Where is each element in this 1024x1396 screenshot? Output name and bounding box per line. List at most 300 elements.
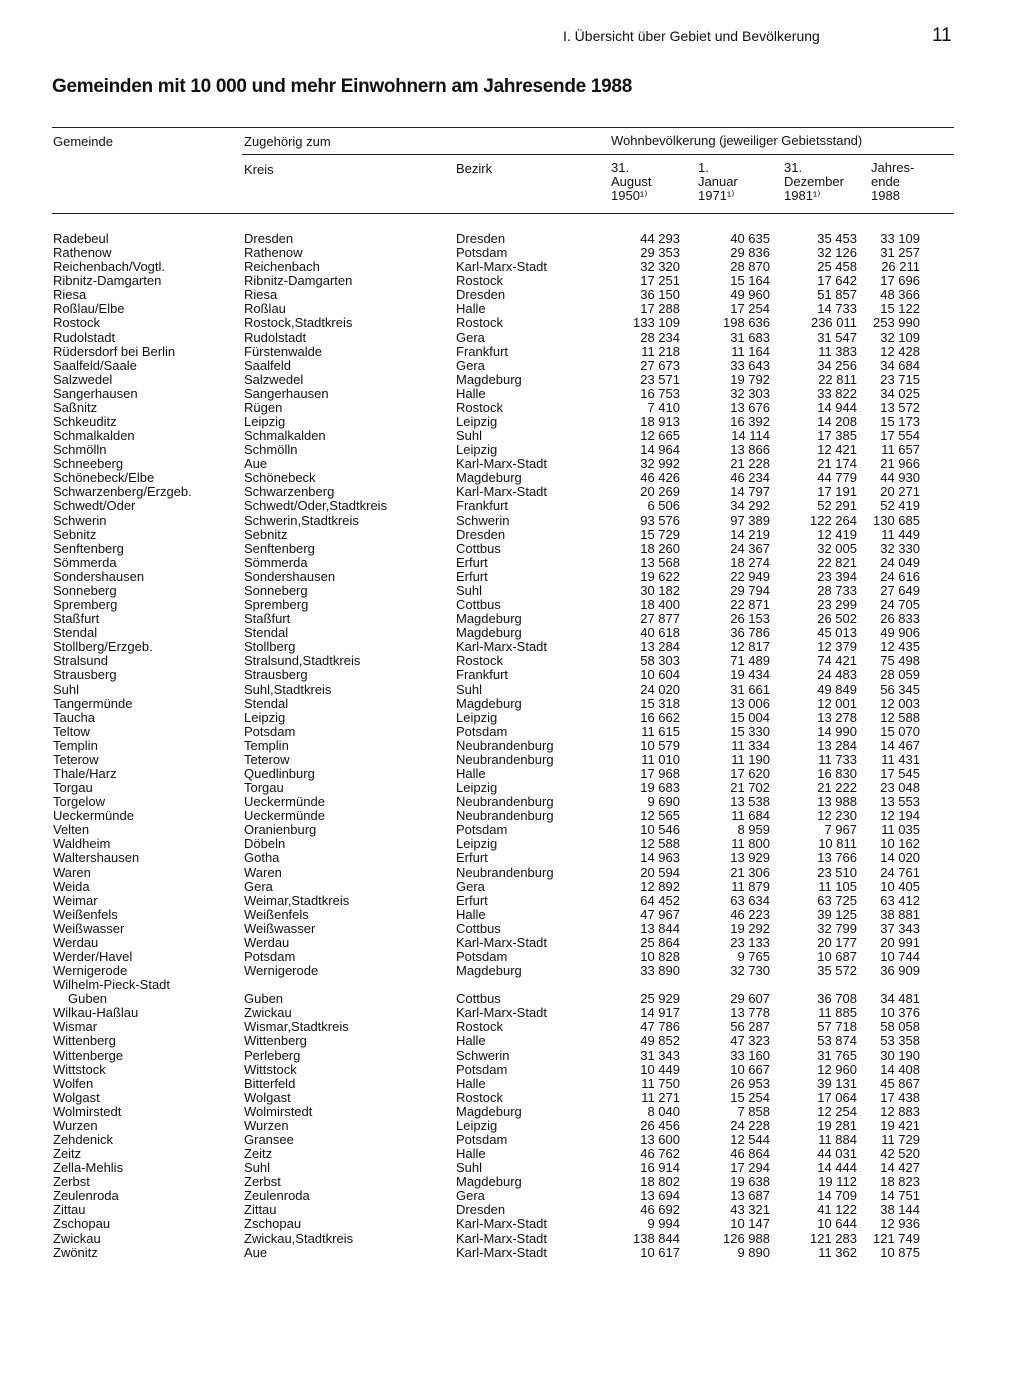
population-1988-cell: 12 194 — [880, 808, 920, 824]
gemeinde-cell: Teltow — [53, 723, 90, 739]
gemeinde-cell: Wittenberge — [53, 1047, 124, 1063]
gemeinde-cell: Teterow — [53, 751, 99, 767]
population-1971-cell: 13 778 — [730, 1005, 770, 1021]
gemeinde-cell: Schkeuditz — [53, 414, 117, 430]
kreis-cell: Zwickau,Stadtkreis — [244, 1230, 354, 1246]
kreis-cell: Gera — [244, 878, 273, 894]
gemeinde-cell: Wittstock — [53, 1061, 106, 1077]
population-1971-cell: 17 620 — [730, 765, 770, 781]
population-1971-cell: 49 960 — [730, 287, 770, 303]
population-1981-cell: 57 718 — [817, 1019, 857, 1035]
population-1988-cell: 12 588 — [880, 709, 920, 725]
population-1971-cell: 21 306 — [730, 864, 770, 880]
gemeinde-cell: Spremberg — [53, 597, 118, 613]
header-col-1988-line: Jahres- — [871, 160, 915, 175]
population-1971-cell: 22 871 — [730, 597, 770, 613]
table-row — [0, 683, 1024, 697]
population-1981-cell: 23 510 — [817, 864, 857, 880]
kreis-cell: Perleberg — [244, 1047, 301, 1063]
population-1981-cell: 11 383 — [818, 343, 857, 359]
kreis-cell: Aue — [244, 456, 268, 472]
bezirk-cell: Dresden — [456, 526, 506, 542]
table-row — [0, 246, 1024, 260]
kreis-cell: Guben — [244, 991, 284, 1007]
bezirk-cell: Karl-Marx-Stadt — [456, 639, 548, 655]
table-row — [0, 1077, 1024, 1091]
gemeinde-cell: Rostock — [53, 315, 100, 331]
gemeinde-cell: Saalfeld/Saale — [53, 357, 137, 373]
population-1981-cell: 122 264 — [810, 512, 857, 528]
population-1981-cell: 51 857 — [817, 287, 857, 303]
population-1950-cell: 14 917 — [640, 1005, 680, 1021]
population-1988-cell: 14 408 — [880, 1061, 920, 1077]
bezirk-cell: Rostock — [456, 315, 503, 331]
population-1988-cell: 23 048 — [880, 780, 920, 796]
table-row — [0, 1133, 1024, 1147]
kreis-cell: Suhl — [244, 1160, 271, 1176]
population-1950-cell: 46 426 — [640, 470, 680, 486]
kreis-cell: Teterow — [244, 751, 290, 767]
table-row — [0, 345, 1024, 359]
bezirk-cell: Potsdam — [456, 1061, 508, 1077]
gemeinde-cell: Sangerhausen — [53, 385, 138, 401]
population-1981-cell: 19 281 — [817, 1117, 857, 1133]
bezirk-cell: Magdeburg — [456, 1103, 522, 1119]
gemeinde-cell: Weida — [53, 878, 90, 894]
gemeinde-cell: Thale/Harz — [53, 765, 117, 781]
gemeinde-cell: Wolgast — [53, 1089, 100, 1105]
population-1981-cell: 13 278 — [817, 709, 857, 725]
header-bezirk: Bezirk — [456, 161, 493, 176]
population-1988-cell: 121 749 — [873, 1230, 920, 1246]
population-1988-cell: 11 449 — [881, 526, 920, 542]
kreis-cell: Stollberg — [244, 639, 296, 655]
population-1971-cell: 71 489 — [730, 653, 770, 669]
kreis-cell: Roßlau — [244, 301, 286, 317]
gemeinde-cell: Zittau — [53, 1202, 86, 1218]
population-1988-cell: 24 761 — [880, 864, 920, 880]
population-1988-cell: 75 498 — [880, 653, 920, 669]
population-1971-cell: 46 234 — [730, 470, 770, 486]
gemeinde-cell: Tangermünde — [53, 695, 133, 711]
population-1988-cell: 48 366 — [880, 287, 920, 303]
table-row — [0, 1049, 1024, 1063]
table-row — [0, 711, 1024, 725]
population-1981-cell: 14 444 — [817, 1160, 857, 1176]
population-1971-cell: 12 817 — [730, 639, 770, 655]
population-1950-cell: 18 802 — [640, 1174, 680, 1190]
population-1971-cell: 9 765 — [737, 948, 770, 964]
population-1988-cell: 33 109 — [880, 231, 920, 246]
kreis-cell: Potsdam — [244, 948, 296, 964]
gemeinde-cell: Waldheim — [53, 836, 111, 852]
population-1971-cell: 14 114 — [731, 428, 770, 444]
population-1988-cell: 10 162 — [880, 836, 920, 852]
gemeinde-cell: Taucha — [53, 709, 95, 725]
population-1981-cell: 11 105 — [818, 878, 857, 894]
population-1981-cell: 32 005 — [817, 540, 857, 556]
population-1971-cell: 13 687 — [730, 1188, 770, 1204]
kreis-cell: Sebnitz — [244, 526, 288, 542]
population-1988-cell: 52 419 — [880, 498, 920, 514]
population-1971-cell: 29 607 — [730, 991, 770, 1007]
kreis-cell: Zwickau — [244, 1005, 292, 1021]
population-1981-cell: 23 299 — [817, 597, 857, 613]
bezirk-cell: Karl-Marx-Stadt — [456, 456, 548, 472]
table-row — [0, 823, 1024, 837]
population-1971-cell: 18 274 — [730, 554, 770, 570]
gemeinde-cell: Werder/Havel — [53, 948, 133, 964]
population-1981-cell: 14 990 — [817, 723, 857, 739]
table-row — [0, 626, 1024, 640]
gemeinde-cell: Wolmirstedt — [53, 1103, 122, 1119]
population-1950-cell: 8 040 — [647, 1103, 680, 1119]
running-head: I. Übersicht über Gebiet und Bevölkerung — [563, 28, 820, 44]
table-row — [0, 1105, 1024, 1119]
population-1988-cell: 34 025 — [880, 385, 920, 401]
kreis-cell: Schönebeck — [244, 470, 316, 486]
population-1971-cell: 14 797 — [730, 484, 770, 500]
population-1971-cell: 32 730 — [730, 963, 770, 979]
gemeinde-cell: Sonneberg — [53, 582, 117, 598]
population-1950-cell: 12 892 — [640, 878, 680, 894]
population-1950-cell: 16 662 — [640, 709, 680, 725]
population-1971-cell: 15 254 — [730, 1089, 770, 1105]
population-1988-cell: 53 358 — [880, 1033, 920, 1049]
bezirk-cell: Neubrandenburg — [456, 864, 554, 880]
gemeinde-cell: Salzwedel — [53, 371, 113, 387]
header-col-1950-line: August — [611, 174, 652, 189]
population-1981-cell: 12 230 — [817, 808, 857, 824]
bezirk-cell: Neubrandenburg — [456, 751, 554, 767]
header-bottom-rule — [52, 213, 954, 214]
population-1988-cell: 24 049 — [880, 554, 920, 570]
population-1981-cell: 14 733 — [817, 301, 857, 317]
population-1981-cell: 17 385 — [817, 428, 857, 444]
population-1971-cell: 19 792 — [730, 371, 770, 387]
population-1950-cell: 32 992 — [640, 456, 680, 472]
population-1981-cell: 12 001 — [817, 695, 857, 711]
population-1981-cell: 10 811 — [818, 836, 857, 852]
population-1950-cell: 10 546 — [640, 822, 680, 838]
population-1981-cell: 14 208 — [817, 414, 857, 430]
population-1971-cell: 21 228 — [730, 456, 770, 472]
bezirk-cell: Halle — [456, 906, 486, 922]
population-1988-cell: 56 345 — [880, 681, 920, 697]
population-1950-cell: 133 109 — [633, 315, 680, 331]
population-1981-cell: 17 191 — [817, 484, 857, 500]
population-1950-cell: 17 251 — [640, 273, 680, 289]
population-1950-cell: 29 353 — [640, 245, 680, 261]
population-1971-cell: 19 292 — [730, 920, 770, 936]
population-1988-cell: 26 833 — [880, 611, 920, 627]
population-1988-cell: 58 058 — [880, 1019, 920, 1035]
population-1950-cell: 13 568 — [640, 554, 680, 570]
population-1988-cell: 13 572 — [880, 399, 920, 415]
table-row — [0, 795, 1024, 809]
population-1988-cell: 20 271 — [880, 484, 920, 500]
population-1988-cell: 14 467 — [880, 737, 920, 753]
population-1981-cell: 10 644 — [817, 1216, 857, 1232]
table-row — [0, 978, 1024, 992]
population-1971-cell: 36 786 — [730, 625, 770, 641]
gemeinde-cell: Schwedt/Oder — [53, 498, 136, 514]
bezirk-cell: Magdeburg — [456, 470, 522, 486]
table-row — [0, 1175, 1024, 1189]
bezirk-cell: Schwerin — [456, 1047, 510, 1063]
kreis-cell: Schmölln — [244, 442, 298, 458]
gemeinde-cell: Roßlau/Elbe — [53, 301, 125, 317]
gemeinde-cell: Zwickau — [53, 1230, 101, 1246]
population-1950-cell: 12 588 — [640, 836, 680, 852]
gemeinde-cell: Waren — [53, 864, 91, 880]
population-1971-cell: 9 890 — [737, 1244, 770, 1260]
population-1971-cell: 26 953 — [730, 1075, 770, 1091]
table-row — [0, 725, 1024, 739]
population-1981-cell: 22 821 — [817, 554, 857, 570]
population-1971-cell: 13 676 — [730, 399, 770, 415]
population-1988-cell: 32 109 — [880, 329, 920, 345]
population-1950-cell: 40 618 — [640, 625, 680, 641]
population-1971-cell: 46 864 — [730, 1146, 770, 1162]
population-1971-cell: 11 190 — [731, 751, 770, 767]
population-1950-cell: 18 913 — [640, 414, 680, 430]
population-1971-cell: 31 661 — [730, 681, 770, 697]
population-1950-cell: 27 673 — [640, 357, 680, 373]
kreis-cell: Potsdam — [244, 723, 296, 739]
bezirk-cell: Magdeburg — [456, 371, 522, 387]
gemeinde-cell: Stralsund — [53, 653, 108, 669]
population-1988-cell: 12 428 — [880, 343, 920, 359]
gemeinde-cell: Velten — [53, 822, 90, 838]
population-1981-cell: 21 174 — [817, 456, 857, 472]
population-1971-cell: 15 164 — [730, 273, 770, 289]
population-1981-cell: 12 960 — [817, 1061, 857, 1077]
gemeinde-cell: Wilkau-Haßlau — [53, 1005, 139, 1021]
gemeinde-cell: Wittenberg — [53, 1033, 116, 1049]
population-1981-cell: 74 421 — [817, 653, 857, 669]
population-1950-cell: 27 877 — [640, 611, 680, 627]
bezirk-cell: Frankfurt — [456, 667, 509, 683]
kreis-cell: Sömmerda — [244, 554, 308, 570]
header-kreis: Kreis — [244, 162, 274, 177]
header-col-1981-line: 1981¹⁾ — [784, 188, 821, 203]
kreis-cell: Wittstock — [244, 1061, 297, 1077]
table-row — [0, 302, 1024, 316]
population-1981-cell: 236 011 — [810, 315, 857, 331]
population-1971-cell: 11 334 — [731, 737, 770, 753]
bezirk-cell: Magdeburg — [456, 695, 522, 711]
population-1981-cell: 17 064 — [817, 1089, 857, 1105]
bezirk-cell: Leipzig — [456, 442, 498, 458]
population-1981-cell: 20 177 — [817, 934, 857, 950]
kreis-cell: Sonneberg — [244, 582, 308, 598]
population-1950-cell: 47 786 — [640, 1019, 680, 1035]
population-1950-cell: 10 449 — [640, 1061, 680, 1077]
header-zugehoerig: Zugehörig zum — [244, 134, 331, 149]
gemeinde-cell: Wurzen — [53, 1117, 98, 1133]
table-row — [0, 1119, 1024, 1133]
population-1981-cell: 14 709 — [817, 1188, 857, 1204]
population-1971-cell: 19 638 — [730, 1174, 770, 1190]
kreis-cell: Strausberg — [244, 667, 308, 683]
population-1981-cell: 12 419 — [817, 526, 857, 542]
table-row — [0, 922, 1024, 936]
bezirk-cell: Gera — [456, 357, 485, 373]
gemeinde-cell: Schwarzenberg/Erzgeb. — [53, 484, 192, 500]
bezirk-cell: Karl-Marx-Stadt — [456, 1244, 548, 1260]
population-1971-cell: 23 133 — [730, 934, 770, 950]
bezirk-cell: Dresden — [456, 287, 506, 303]
population-1971-cell: 13 006 — [730, 695, 770, 711]
population-1981-cell: 28 733 — [817, 582, 857, 598]
table-row — [0, 415, 1024, 429]
table-row — [0, 1246, 1024, 1260]
population-1981-cell: 14 944 — [817, 399, 857, 415]
population-1971-cell: 34 292 — [730, 498, 770, 514]
population-1988-cell: 27 649 — [880, 582, 920, 598]
kreis-cell: Weimar,Stadtkreis — [244, 892, 350, 908]
bezirk-cell: Leipzig — [456, 836, 498, 852]
population-1988-cell: 10 405 — [880, 878, 920, 894]
population-1988-cell: 42 520 — [880, 1146, 920, 1162]
kreis-cell: Riesa — [244, 287, 278, 303]
table-row — [0, 514, 1024, 528]
kreis-cell: Ueckermünde — [244, 794, 325, 810]
population-1981-cell: 35 453 — [817, 231, 857, 246]
kreis-cell: Stendal — [244, 625, 289, 641]
population-1950-cell: 18 260 — [640, 540, 680, 556]
table-row — [0, 288, 1024, 302]
bezirk-cell: Leipzig — [456, 414, 498, 430]
population-1971-cell: 47 323 — [730, 1033, 770, 1049]
population-1950-cell: 12 665 — [640, 428, 680, 444]
population-1981-cell: 12 421 — [817, 442, 857, 458]
population-1950-cell: 93 576 — [640, 512, 680, 528]
population-1981-cell: 26 502 — [817, 611, 857, 627]
population-1981-cell: 32 126 — [817, 245, 857, 261]
population-1988-cell: 36 909 — [880, 963, 920, 979]
population-1971-cell: 22 949 — [730, 568, 770, 584]
population-1981-cell: 10 687 — [817, 948, 857, 964]
population-1988-cell: 15 070 — [880, 723, 920, 739]
population-1988-cell: 32 330 — [880, 540, 920, 556]
population-1950-cell: 16 914 — [640, 1160, 680, 1176]
table-row — [0, 499, 1024, 513]
kreis-cell: Schwarzenberg — [244, 484, 335, 500]
table-row — [0, 1232, 1024, 1246]
table-row — [0, 556, 1024, 570]
gemeinde-cell: Sömmerda — [53, 554, 117, 570]
bezirk-cell: Erfurt — [456, 554, 488, 570]
gemeinde-cell: Weißwasser — [53, 920, 125, 936]
population-1988-cell: 130 685 — [873, 512, 920, 528]
table-row — [0, 1006, 1024, 1020]
kreis-cell: Oranienburg — [244, 822, 317, 838]
population-1950-cell: 20 269 — [640, 484, 680, 500]
kreis-cell: Ribnitz-Damgarten — [244, 273, 353, 289]
population-1971-cell: 26 153 — [730, 611, 770, 627]
population-1950-cell: 33 890 — [640, 963, 680, 979]
kreis-cell: Gransee — [244, 1132, 294, 1147]
population-1981-cell: 13 988 — [817, 794, 857, 810]
population-1981-cell: 23 394 — [817, 568, 857, 584]
population-1971-cell: 29 794 — [730, 582, 770, 598]
population-1971-cell: 17 254 — [730, 301, 770, 317]
bezirk-cell: Schwerin — [456, 512, 510, 528]
population-1981-cell: 22 811 — [818, 371, 857, 387]
gemeinde-cell: Werdau — [53, 934, 99, 950]
population-1988-cell: 20 991 — [880, 934, 920, 950]
table-row — [0, 598, 1024, 612]
population-1988-cell: 44 930 — [880, 470, 920, 486]
population-1971-cell: 10 147 — [730, 1216, 770, 1232]
kreis-cell: Schwedt/Oder,Stadtkreis — [244, 498, 388, 514]
bezirk-cell: Rostock — [456, 1019, 503, 1035]
population-1950-cell: 31 343 — [640, 1047, 680, 1063]
population-1971-cell: 11 684 — [731, 808, 770, 824]
table-row — [0, 809, 1024, 823]
kreis-cell: Torgau — [244, 780, 284, 796]
population-1988-cell: 49 906 — [880, 625, 920, 641]
population-1988-cell: 34 481 — [880, 991, 920, 1007]
population-1981-cell: 41 122 — [817, 1202, 857, 1218]
header-col-1988 — [871, 161, 914, 203]
gemeinde-cell: Wernigerode — [53, 963, 128, 979]
bezirk-cell: Halle — [456, 385, 486, 401]
gemeinde-cell: Ribnitz-Damgarten — [53, 273, 162, 289]
population-1950-cell: 36 150 — [640, 287, 680, 303]
population-1988-cell: 253 990 — [873, 315, 920, 331]
population-1950-cell: 19 683 — [640, 780, 680, 796]
gemeinde-cell: Templin — [53, 737, 98, 753]
population-1981-cell: 13 766 — [817, 850, 857, 866]
bezirk-cell: Frankfurt — [456, 343, 509, 359]
table-row — [0, 260, 1024, 274]
gemeinde-cell: Schmölln — [53, 442, 107, 458]
header-col-1971 — [698, 161, 738, 203]
gemeinde-cell: Riesa — [53, 287, 87, 303]
population-1988-cell: 14 020 — [880, 850, 920, 866]
kreis-cell: Wurzen — [244, 1117, 289, 1133]
bezirk-cell: Potsdam — [456, 1132, 508, 1147]
population-1971-cell: 21 702 — [730, 780, 770, 796]
header-gemeinde: Gemeinde — [53, 134, 113, 149]
population-1950-cell: 16 753 — [640, 385, 680, 401]
table-row — [0, 612, 1024, 626]
kreis-cell: Wismar,Stadtkreis — [244, 1019, 349, 1035]
gemeinde-cell: Schwerin — [53, 512, 107, 528]
population-1981-cell: 32 799 — [817, 920, 857, 936]
table-row — [0, 274, 1024, 288]
population-1988-cell: 14 751 — [880, 1188, 920, 1204]
kreis-cell: Senftenberg — [244, 540, 315, 556]
gemeinde-cell: Waltershausen — [53, 850, 140, 866]
population-1950-cell: 18 400 — [640, 597, 680, 613]
table-row — [0, 1020, 1024, 1034]
population-1988-cell: 17 438 — [880, 1089, 920, 1105]
header-col-1971-line: 1. — [698, 160, 709, 175]
population-1971-cell: 56 287 — [730, 1019, 770, 1035]
table-row — [0, 1034, 1024, 1048]
population-1971-cell: 14 219 — [730, 526, 770, 542]
gemeinde-cell: Weimar — [53, 892, 98, 908]
bezirk-cell: Magdeburg — [456, 611, 522, 627]
bezirk-cell: Gera — [456, 878, 485, 894]
gemeinde-cell: Saßnitz — [53, 399, 98, 415]
bezirk-cell: Magdeburg — [456, 963, 522, 979]
population-1988-cell: 12 883 — [880, 1103, 920, 1119]
